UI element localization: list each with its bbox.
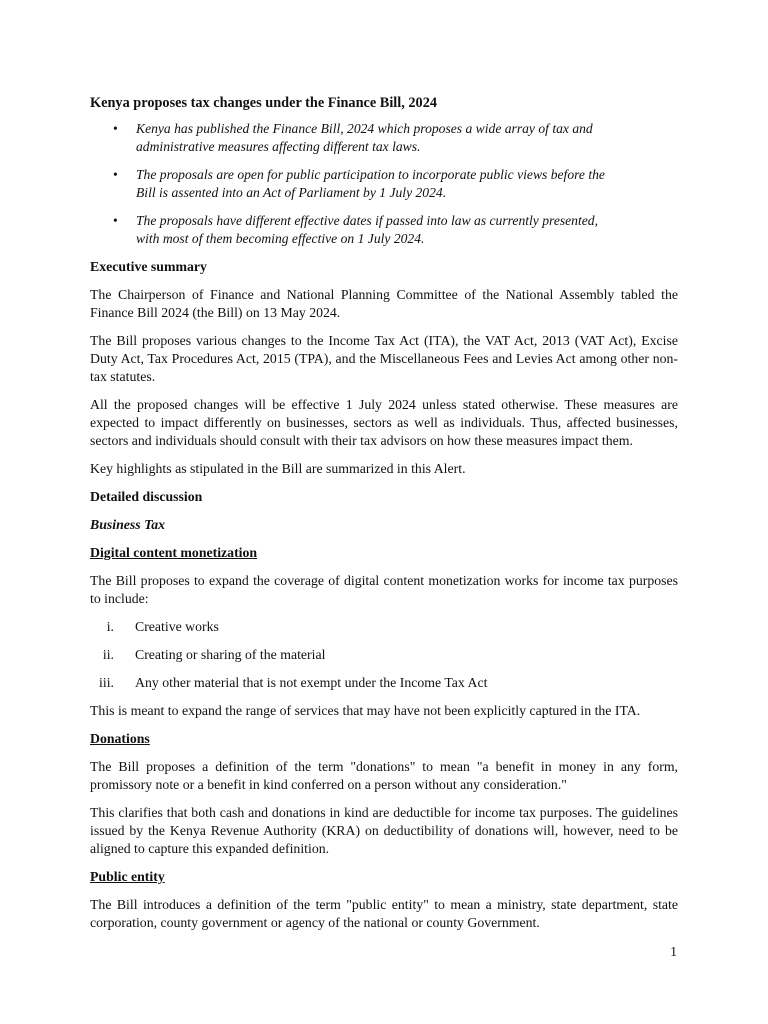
paragraph: This is meant to expand the range of services that may have not been explicitly captured in the ITA. <box>90 703 641 718</box>
list-item-number: iii. <box>99 675 114 690</box>
paragraph: Key highlights as stipulated in the Bill are summarized in this Alert. <box>90 461 466 476</box>
paragraph: The Bill proposes various changes to the Income Tax Act (ITA), the VAT Act, 2013 (VAT Act), Excise Duty Act, Tax Procedures Act, 2015 (TPA), and the Miscellaneous Fees and Levies Act among other non-tax statutes. <box>90 333 678 384</box>
list-item <box>90 674 678 692</box>
list-item <box>90 646 678 664</box>
list-item <box>90 618 678 636</box>
roman-numeral-list <box>90 618 678 692</box>
page-number: 1 <box>670 944 677 959</box>
list-item-number: i. <box>106 619 114 634</box>
bullet-item <box>90 120 620 156</box>
document-title: Kenya proposes tax changes under the Finance Bill, 2024 <box>90 95 437 111</box>
summary-bullet-list <box>90 120 678 248</box>
paragraph: The Bill proposes a definition of the term "donations" to mean "a benefit in money in any form, promissory note or a benefit in kind conferred on a person without any consideration." <box>90 759 678 792</box>
bullet-icon: • <box>113 213 118 228</box>
bullet-item <box>90 166 620 202</box>
business-tax-subheading: Business Tax <box>90 517 166 532</box>
bullet-icon: • <box>113 121 118 136</box>
bullet-text: The proposals have different effective dates if passed into law as currently presented, with most of them becoming effective on 1 July 2024. <box>136 213 598 246</box>
donations-heading: Donations <box>90 731 150 746</box>
paragraph: The Bill introduces a definition of the term "public entity" to mean a ministry, state department, state corporation, county government or agency of the national or county Government. <box>90 897 678 930</box>
paragraph: This clarifies that both cash and donations in kind are deductible for income tax purposes. The guidelines issued by the Kenya Revenue Authority (KRA) on deductibility of donations will, however, need to be aligned to capture this expanded definition. <box>90 805 678 856</box>
list-item-number: ii. <box>102 647 114 662</box>
bullet-text: The proposals are open for public participation to incorporate public views before the Bill is assented into an Act of Parliament by 1 July 2024. <box>136 167 605 200</box>
detailed-discussion-heading: Detailed discussion <box>90 489 203 504</box>
bullet-icon: • <box>113 167 118 182</box>
bullet-text: Kenya has published the Finance Bill, 2024 which proposes a wide array of tax and administrative measures affecting different tax laws. <box>136 121 593 154</box>
digital-content-heading: Digital content monetization <box>90 545 258 560</box>
public-entity-heading: Public entity <box>90 869 165 884</box>
list-item-text: Creating or sharing of the material <box>135 647 326 662</box>
paragraph: All the proposed changes will be effective 1 July 2024 unless stated otherwise. These measures are expected to impact differently on businesses, sectors as well as individuals. Thus, affected businesses, sectors and individuals should consult with their tax advisors on how these measures impact them. <box>90 397 678 448</box>
paragraph: The Chairperson of Finance and National Planning Committee of the National Assembly tabled the Finance Bill 2024 (the Bill) on 13 May 2024. <box>90 287 678 320</box>
executive-summary-heading: Executive summary <box>90 259 207 274</box>
bullet-item <box>90 212 620 248</box>
list-item-text: Any other material that is not exempt under the Income Tax Act <box>135 675 488 690</box>
list-item-text: Creative works <box>135 619 219 634</box>
paragraph: The Bill proposes to expand the coverage of digital content monetization works for income tax purposes to include: <box>90 573 678 606</box>
